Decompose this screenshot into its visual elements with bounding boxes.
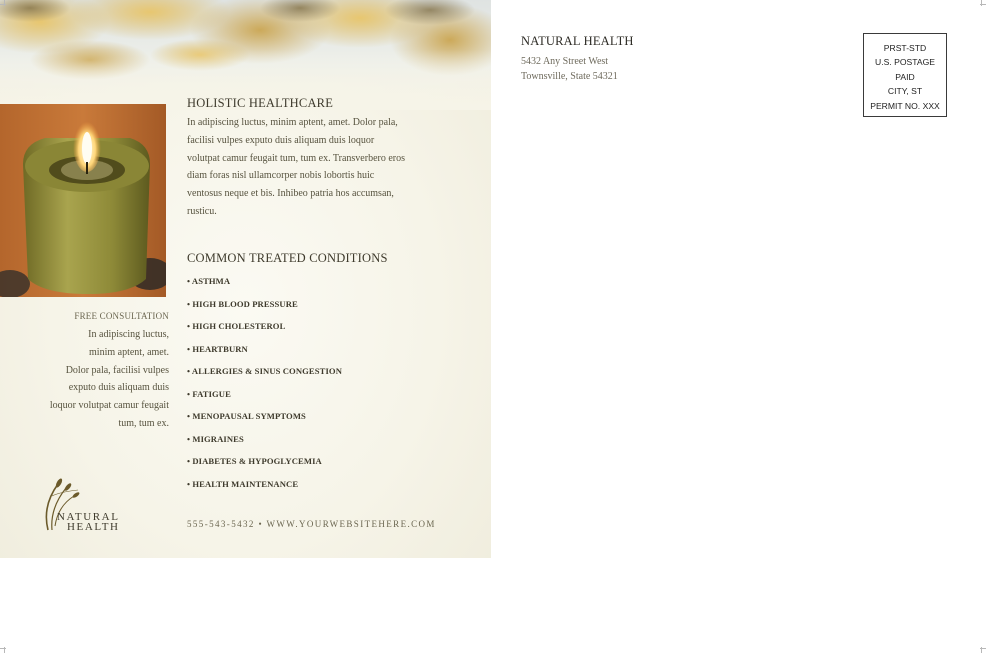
crop-mark <box>4 0 5 6</box>
logo-wordmark-natural: NATURAL <box>57 511 120 523</box>
holistic-healthcare-heading: HOLISTIC HEALTHCARE <box>187 96 334 110</box>
body-line: In adipiscing luctus, <box>88 329 169 340</box>
body-line: In adipiscing luctus, minim aptent, amet. Dolor pala, <box>187 117 398 128</box>
contact-line: 555-543-5432 • WWW.YOURWEBSITEHERE.COM <box>187 519 436 529</box>
body-line: rusticu. <box>187 205 217 217</box>
conditions-heading: COMMON TREATED CONDITIONS <box>187 251 388 265</box>
list-item: • FATIGUE <box>187 388 231 399</box>
holistic-healthcare-body <box>187 114 427 221</box>
postcard-front-panel <box>0 0 491 558</box>
postage-line: U.S. POSTAGE <box>874 57 935 68</box>
body-line: tum, tum ex. <box>118 417 169 429</box>
foliage-header-image <box>0 0 491 110</box>
logo-wordmark-health: HEALTH <box>67 521 120 533</box>
list-item: • HIGH BLOOD PRESSURE <box>187 298 298 309</box>
body-line: ventosus neque et bis. Inhibeo patria hos accumsan, <box>187 188 394 200</box>
postage-line: PRST-STD <box>883 43 927 53</box>
list-item: • HIGH CHOLESTEROL <box>187 321 286 331</box>
candle-photo <box>0 104 166 297</box>
postage-indicia <box>863 33 947 117</box>
body-line: minim aptent, amet. <box>89 346 169 358</box>
list-item: • DIABETES & HYPOGLYCEMIA <box>187 456 322 466</box>
list-item: • ALLERGIES & SINUS CONGESTION <box>187 366 343 376</box>
crop-mark <box>0 648 6 649</box>
list-item: • ASTHMA <box>187 276 231 286</box>
crop-mark <box>981 647 982 653</box>
return-address-name: NATURAL HEALTH <box>521 34 634 48</box>
return-address-city: Townsville, State 54321 <box>521 71 618 82</box>
crop-mark <box>4 647 5 653</box>
body-line: Dolor pala, facilisi vulpes <box>65 364 169 376</box>
body-line: facilisi vulpes exputo duis aliquam duis loquor <box>187 134 375 146</box>
body-line: exputo duis aliquam duis <box>68 382 169 394</box>
postage-line: PAID <box>895 71 915 82</box>
postage-line: PERMIT NO. XXX <box>870 100 940 111</box>
crop-mark <box>0 4 6 5</box>
free-consultation-body <box>40 326 169 433</box>
postage-line: CITY, ST <box>887 86 923 97</box>
list-item: • HEARTBURN <box>187 343 248 354</box>
conditions-list <box>187 276 342 501</box>
body-line: volutpat camur feugait tum, tum ex. Transverbero eros <box>187 152 406 164</box>
list-item: • HEALTH MAINTENANCE <box>187 478 299 489</box>
body-line: loquor volutpat camur feugait <box>49 400 169 412</box>
list-item: • MENOPAUSAL SYMPTOMS <box>187 411 306 421</box>
body-line: diam foras nisl ullamcorper nobis lobortis huic <box>187 170 375 182</box>
free-consultation-label: FREE CONSULTATION <box>74 311 169 321</box>
crop-mark <box>981 0 982 6</box>
return-address-street: 5432 Any Street West <box>521 56 609 67</box>
list-item: • MIGRAINES <box>187 433 244 444</box>
